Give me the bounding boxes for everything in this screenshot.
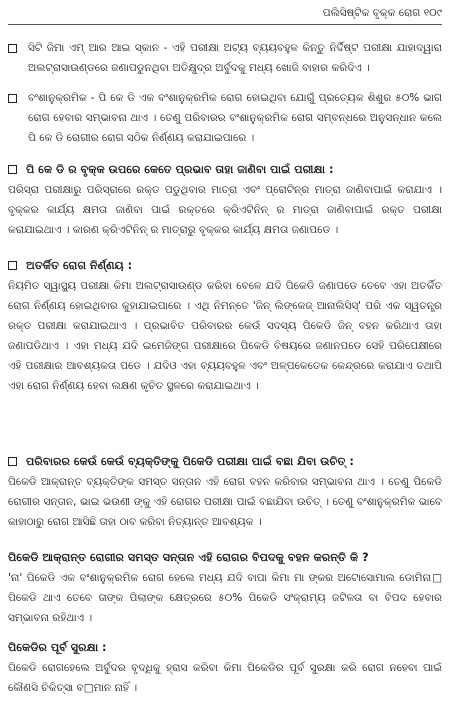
section-heading	[8, 256, 442, 276]
section-heading-text: ପି କେ ଡି ର ବୃକ୍କ ଉପରେ କେତେ ପ୍ରଭାବ ତାହା ଜାଣିବା ପାଇଁ ପରୀକ୍ଷା :	[26, 163, 334, 176]
section-heading-text: ପିକେଡିର ପୂର୍ବ ସୁରକ୍ଷା :	[8, 641, 107, 654]
checkbox-bullet-icon	[8, 261, 17, 270]
section-children-risk	[8, 548, 442, 628]
section-body: ପିକେଡି ଆକ୍ରାନ୍ତ ବ୍ୟକ୍ତିଙ୍କ ସମସ୍ତ ସନ୍ତାନ ଏହି ରୋଗ ବହନ କରିବାର ସମ୍ଭାବନା ଥାଏ । ତେଣୁ ପିକେଡି ରୋଗୀର ସନ୍ତାନ, ଭାଇ ଭଉଣୀ ଙ୍କୁ ଏହି ରୋଗର ପରୀକ୍ଷା ପାଇଁ ବଛାଯିବା ଉଚିତ୍ । ତେଣୁ ବଂଶାନୁକ୍ରମିକ ଭାବେ କାହାଠାରୁ ରୋଗ ଆସିଛି ତାହା ଠାବ କରିବା ନିତ୍ୟାନ୍ତ ଆବଶ୍ୟକ ।	[8, 476, 442, 528]
bullet-item-ct-mri	[8, 38, 442, 78]
section-kidney-effect-tests	[8, 160, 442, 240]
bullet-text: ବଂଶାନୁକ୍ରମିକ - ପି କେ ଡି ଏକ ବଂଶାନୁକ୍ରମିକ ରୋଗ ହୋଇଥିବା ଯୋଗୁଁ ପ୍ରତ୍ୟେକ ଶିଶୁର ୫୦% ଭାଗ ରୋଗ ହେବାର ସମ୍ଭାବନା ଥାଏ । ତେଣୁ ପରିବାରର ବଂଶାନୁକ୍ରମିକ ରୋଗ ସମ୍ବନ୍ଧରେ ଅନୁସନ୍ଧାନ କଲେ ପି କେ ଡି ରୋଗୀର ରୋଗ ସଠିକ ନିର୍ଣ୍ଣୟ କରାଯାଇପାରେ ।	[28, 92, 442, 144]
section-incidental-diagnosis	[8, 256, 442, 396]
checkbox-bullet-icon	[8, 457, 17, 466]
section-family-screening	[8, 452, 442, 532]
section-body: ପରିସ୍ରା ପରୀକ୍ଷାରୁ ପରିସ୍ରାରେ ରକ୍ତ ପଡୁଥିବାର ମାତ୍ରା ଏବଂ ପ୍ରୋଟିନ୍‌ର ମାତ୍ରା ଜାଣିବାପାଇଁ କରାଯାଏ । ବୃକ୍କର କାର୍ଯ୍ୟ କ୍ଷମତା ଜାଣିବା ପାଇଁ ରକ୍ତରେ କ୍ରିଏଟିନିନ୍ ର ମାତ୍ରା ଜାଣିବାପାଇଁ ରକ୍ତ ପରୀକ୍ଷା କରାଯାଇଥାଏ । କାରଣ କ୍ରିଏଟିନିନ୍ ର ମାତ୍ରାରୁ ବୃକ୍କର କାର୍ଯ୍ୟ କ୍ଷମତା ଜଣାପଡେ ।	[8, 184, 442, 236]
section-body: 'ନା' ପିକେଡି ଏକ ବଂଶାନୁକ୍ରମିକ ରୋଗ ହେଲେ ମଧ୍ୟ ଯଦି ବାପା କିମା ମା ଙ୍କର ଅଟୋସୋମାଲ ଡୋମିନା□ ପିକେଡି ଥାଏ ତେବେ ତାଙ୍କ ପିଲାଙ୍କ କ୍ଷେତ୍ରରେ ୫୦% ପିକେଡି ସଂକ୍ରାମ୍ୟ ଜଟିଳତା ବା ବିପଦ ହେବାର ସମ୍ଭାବନା ରହିଥାଏ ।	[8, 572, 442, 624]
section-heading-text: ପରିବାରର କେଉଁ କେଉଁ ବ୍ୟକ୍ତିଙ୍କୁ ପିକେଡି ପରୀକ୍ଷା ପାଇଁ ବଛା ଯିବା ଉଚିତ୍ :	[26, 455, 354, 468]
section-heading	[8, 452, 442, 472]
checkbox-bullet-icon	[8, 44, 17, 53]
bullet-item-hereditary	[8, 88, 442, 148]
section-heading	[8, 548, 442, 568]
bullet-text: ସିଟି ଜିମା ଏମ୍ ଆର ଆଇ ସ୍କାନ - ଏହି ପରୀକ୍ଷା ଅଟ୍ୟ ବ୍ୟୟବହୁଳ କିନ୍ତୁ ନିର୍ଦ୍ଦିଷ୍ଟ ପରୀକ୍ଷା ଯାହାଦ୍ୱାରା ଅଲଟ୍ରାସାଉଣ୍ଡରେ ଜଣାପଡୁନଥିବା ଅତିକ୍ଷୁଦ୍ର ଅର୍ବୁଦକୁ ମଧ୍ୟ ଖୋଜି ବାହାର କରିଦିଏ ।	[28, 42, 442, 74]
section-prevention	[8, 638, 442, 698]
running-header-title: ପଲିସିଷ୍ଟିକ ବୃକ୍କ ରୋଗ ୧୦୯	[322, 7, 442, 19]
section-heading	[8, 160, 442, 180]
page-header	[8, 6, 442, 25]
section-heading	[8, 638, 442, 658]
section-heading-text: ଅତର୍କିତ ରୋଗ ନିର୍ଣ୍ଣୟ :	[26, 259, 133, 272]
checkbox-bullet-icon	[8, 165, 17, 174]
section-body: ନିୟମିତ ସ୍ୱାସ୍ଥ୍ୟ ପରୀକ୍ଷା କିମା ଅଲଟ୍ରାସାଉଣ୍ଡ କରିବା ବେଳେ ଯଦି ପିକେଡି ଜଣାପଡେ ତେବେ ଏହା ଅତର୍କିତ ରୋଗ ନିର୍ଣ୍ଣୟ ହୋଇଥିବାର କୁହାଯାଇପାରେ । ଏଥି ନିମନ୍ତେ 'ଜିନ୍ ଲିଙ୍କେଜ୍ ଆନାଲିସିସ୍' ପରି ଏକ ସ୍ୱତନ୍ତ୍ର ରକ୍ତ ପରୀକ୍ଷା କରାଯାଇଥାଏ । ପ୍ରଭାବିତ ପରିବାରର କେଉଁ ସଦସ୍ୟ ପିକେଡି ଜିନ୍ ବହନ କରିଥାଏ ତାହା ଜଣାପଡିଥାଏ । ଏହା ମଧ୍ୟ ଯଦି ଇମେଜିଙ୍ଗ ପରୀକ୍ଷାରେ ପିକେଡି ବିଷୟରେ ଜଣାନପଡେ ସେହି ପରିପେକ୍ଷୀରେ ଏହି ପରୀକ୍ଷାର ଆବଶ୍ୟକତା ପଡେ । ଯଦିଓ ଏହା ବ୍ୟୟବହୁଳ ଏବଂ ଅଳ୍ପକେତେକ କେନ୍ଦ୍ରରେ କରାଯାଏ ତଥାପି ଏହା ରୋଗ ନିର୍ଣ୍ଣୟ ହେବା ଲକ୍ଷଣ କୃଚିତ ସ୍ଥଳରେ କରାଯାଇଥାଏ ।	[8, 280, 442, 392]
section-body: ପିକେଡି ରୋଗହେଲେ ଅର୍ବୁଦର ବୃଦ୍ଧିକୁ ହ୍ରାସ କରିବା କିମା ପିକେଡିର ପୂର୍ବ ସୁରକ୍ଷା କରି ରୋଗ ନହେବା ପାଇଁ କୌଣସି ଚିକିତ୍ସା ବ□ମାନ ନାହିଁ ।	[8, 662, 442, 694]
checkbox-bullet-icon	[8, 94, 17, 103]
section-heading-text: ପିକେଡି ଆକ୍ରାନ୍ତ ରୋଗୀର ସମସ୍ତ ସନ୍ତାନ ଏହି ରୋଗର ବିପଦକୁ ବହନ କରନ୍ତି କି ?	[8, 551, 369, 564]
